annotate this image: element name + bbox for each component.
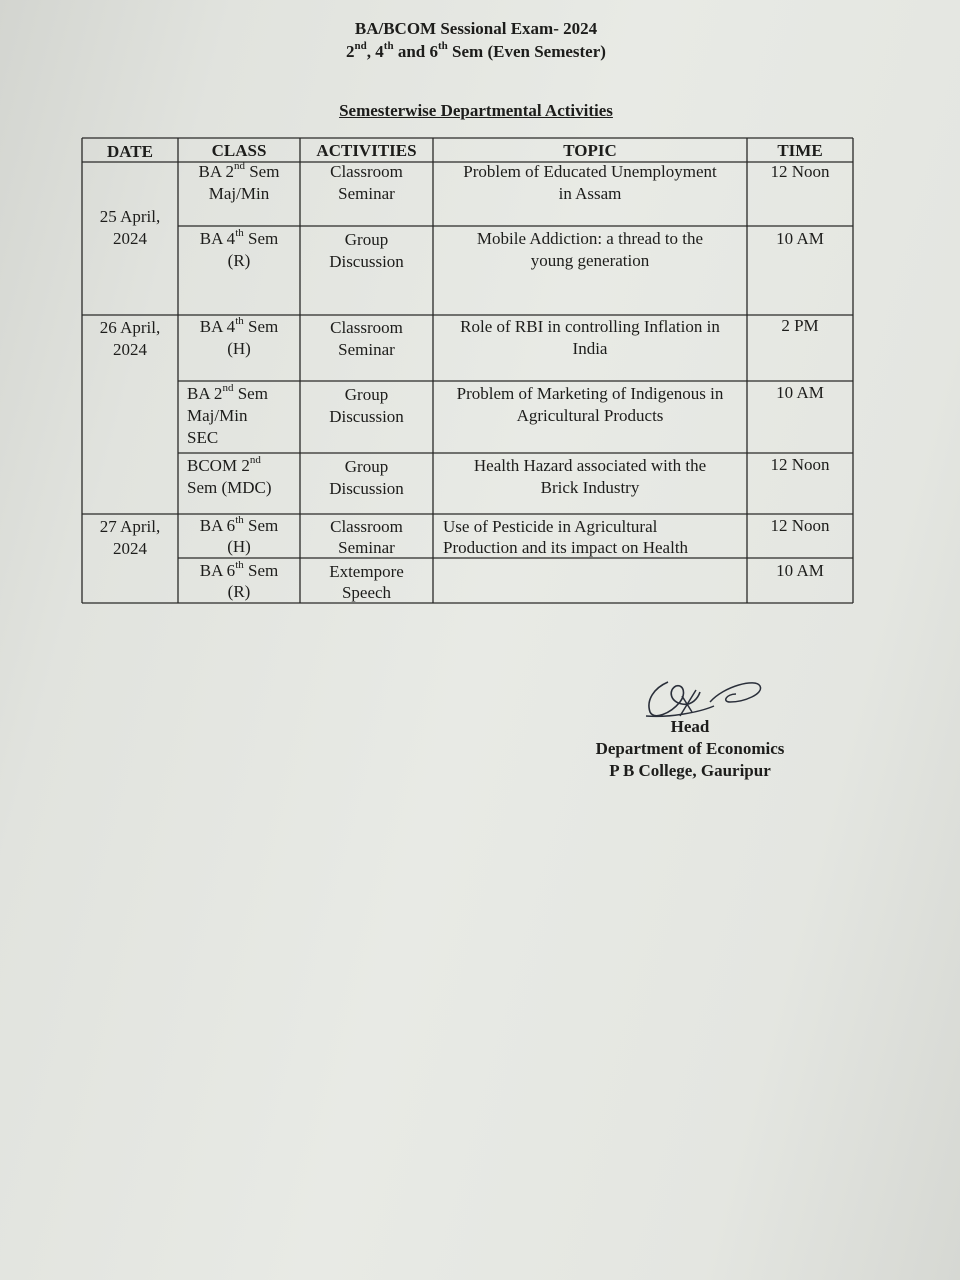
class-cell: BA 2nd Sem Maj/Min SEC [187, 382, 268, 447]
time-cell: 10 AM [776, 561, 824, 580]
document-subtitle: Semesterwise Departmental Activities [339, 101, 613, 120]
activity-cell: Classroom Seminar [330, 517, 403, 557]
time-cell: 12 Noon [770, 516, 830, 535]
time-cell: 12 Noon [770, 455, 830, 474]
class-cell: BA 4th Sem (H) [199, 315, 279, 358]
activity-cell: Extempore Speech [329, 562, 404, 602]
class-cell: BCOM 2nd Sem (MDC) [187, 454, 272, 497]
topic-cell: Problem of Marketing of Indigenous in Agricultural Products [456, 384, 724, 425]
column-header-class: CLASS [211, 141, 267, 160]
date-cell-25-april: 25 April, 2024 [99, 207, 161, 248]
class-cell: BA 6th Sem (R) [199, 559, 279, 601]
topic-cell: Problem of Educated Unemployment in Assam [463, 162, 717, 203]
column-header-time: TIME [777, 141, 823, 160]
activity-cell: Group Discussion [329, 457, 404, 498]
topic-cell: Health Hazard associated with the Brick Industry [473, 456, 707, 497]
time-cell: 10 AM [776, 383, 824, 402]
column-header-activities: ACTIVITIES [316, 141, 417, 160]
signatory-college: P B College, Gauripur [609, 761, 771, 780]
topic-cell: Mobile Addiction: a thread to the young generation [476, 229, 704, 270]
exam-title: BA/BCOM Sessional Exam- 2024 [354, 19, 598, 38]
activity-cell: Group Discussion [329, 230, 404, 271]
time-cell: 2 PM [781, 316, 819, 335]
activity-cell: Classroom Seminar [330, 318, 403, 359]
time-cell: 12 Noon [770, 162, 830, 181]
topic-cell: Use of Pesticide in Agricultural Production and its impact on Health [443, 517, 689, 557]
signatory-title: Head [670, 717, 710, 736]
time-cell: 10 AM [776, 229, 824, 248]
activity-cell: Group Discussion [329, 385, 404, 426]
topic-cell: Role of RBI in controlling Inflation in India [460, 317, 720, 358]
column-header-topic: TOPIC [563, 141, 617, 160]
signatory-department: Department of Economics [595, 739, 785, 758]
date-cell-26-april: 26 April, 2024 [99, 318, 161, 359]
class-cell: BA 4th Sem (R) [199, 227, 279, 270]
date-cell-27-april: 27 April, 2024 [99, 517, 161, 558]
semester-line: 2nd, 4th and 6th Sem (Even Semester) [346, 40, 606, 61]
class-cell: BA 2nd Sem Maj/Min [198, 160, 280, 203]
class-cell: BA 6th Sem (H) [199, 514, 279, 556]
column-header-date: DATE [107, 142, 153, 161]
activity-cell: Classroom Seminar [330, 162, 403, 203]
